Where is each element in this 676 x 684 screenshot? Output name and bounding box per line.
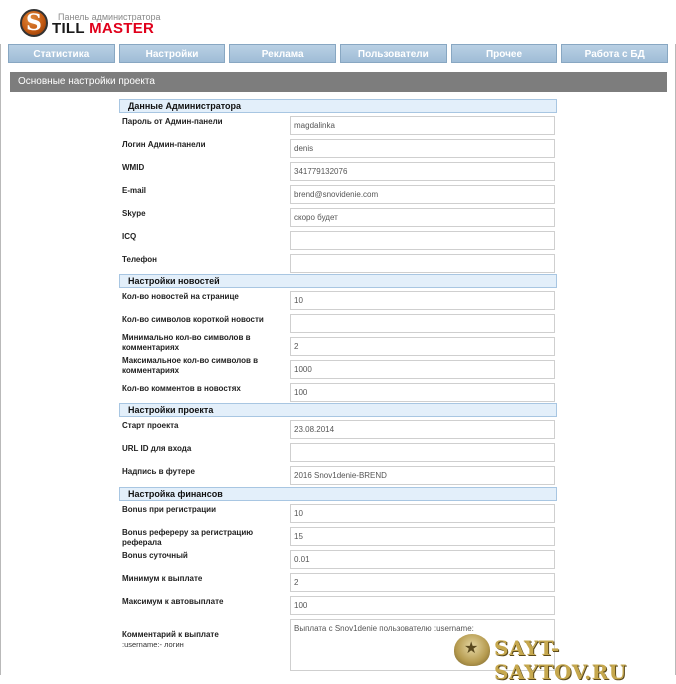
row-admin-password bbox=[119, 113, 557, 136]
wmid-input[interactable]: 341779132076 bbox=[290, 162, 555, 181]
bonus-register-label: Bonus при регистрации bbox=[122, 505, 217, 514]
email-input[interactable]: brend@snovidenie.com bbox=[290, 185, 555, 204]
wmid-label: WMID bbox=[122, 163, 145, 172]
logo-title-master: MASTER bbox=[89, 20, 155, 37]
row-bonus-referrer bbox=[119, 524, 557, 547]
section-admin: Данные Администратора bbox=[119, 99, 557, 113]
bonus-referrer-input[interactable]: 15 bbox=[290, 527, 555, 546]
payout-comment-label bbox=[122, 630, 287, 650]
logo-title-till: TILL bbox=[52, 20, 85, 37]
admin-login-label: Логин Админ-панели bbox=[122, 140, 206, 149]
max-autopayout-input[interactable]: 100 bbox=[290, 596, 555, 615]
news-per-page-input[interactable]: 10 bbox=[290, 291, 555, 310]
watermark bbox=[452, 630, 662, 684]
footer-text-label: Надпись в футере bbox=[122, 467, 195, 476]
min-comment-chars-label: Минимально кол-во символов в комментариях bbox=[122, 333, 251, 352]
bonus-referrer-label: Bonus рефереру за регистрацию реферала bbox=[122, 528, 254, 547]
row-project-start bbox=[119, 417, 557, 440]
nav-advertising[interactable]: Реклама bbox=[229, 44, 336, 63]
skype-input[interactable]: скоро будет bbox=[290, 208, 555, 227]
row-admin-login bbox=[119, 136, 557, 159]
row-max-autopayout bbox=[119, 593, 557, 616]
url-id-label: URL ID для входа bbox=[122, 444, 192, 453]
nav-users[interactable]: Пользователи bbox=[340, 44, 447, 63]
page-title: Основные настройки проекта bbox=[10, 72, 667, 92]
header bbox=[0, 0, 676, 44]
max-comment-chars-input[interactable]: 1000 bbox=[290, 360, 555, 379]
skype-label: Skype bbox=[122, 209, 146, 218]
section-finance: Настройка финансов bbox=[119, 487, 557, 501]
min-comment-chars-input[interactable]: 2 bbox=[290, 337, 555, 356]
row-skype bbox=[119, 205, 557, 228]
project-start-label: Старт проекта bbox=[122, 421, 179, 430]
watermark-emblem-icon bbox=[454, 634, 490, 666]
admin-login-input[interactable]: denis bbox=[290, 139, 555, 158]
max-autopayout-label: Максимум к автовыплате bbox=[122, 597, 224, 606]
row-short-news-chars bbox=[119, 311, 557, 334]
nav-settings[interactable]: Настройки bbox=[119, 44, 226, 63]
row-url-id bbox=[119, 440, 557, 463]
logo-letter: S bbox=[26, 10, 42, 36]
comments-in-news-label: Кол-во комментов в новостях bbox=[122, 384, 241, 393]
settings-form bbox=[119, 99, 557, 672]
admin-password-label: Пароль от Админ-панели bbox=[122, 117, 223, 126]
row-email bbox=[119, 182, 557, 205]
icq-input[interactable] bbox=[290, 231, 555, 250]
footer-text-input[interactable]: 2016 Snov1denie-BREND bbox=[290, 466, 555, 485]
row-min-payout bbox=[119, 570, 557, 593]
main-nav bbox=[8, 44, 668, 63]
row-comments-in-news bbox=[119, 380, 557, 403]
logo-icon bbox=[20, 9, 48, 37]
nav-other[interactable]: Прочее bbox=[451, 44, 558, 63]
bonus-daily-input[interactable]: 0.01 bbox=[290, 550, 555, 569]
row-bonus-register bbox=[119, 501, 557, 524]
project-start-input[interactable]: 23.08.2014 bbox=[290, 420, 555, 439]
nav-statistics[interactable]: Статистика bbox=[8, 44, 115, 63]
phone-label: Телефон bbox=[122, 255, 157, 264]
row-min-comment-chars bbox=[119, 334, 557, 357]
min-payout-label: Минимум к выплате bbox=[122, 574, 203, 583]
section-news: Настройки новостей bbox=[119, 274, 557, 288]
admin-password-input[interactable]: magdalinka bbox=[290, 116, 555, 135]
comments-in-news-input[interactable]: 100 bbox=[290, 383, 555, 402]
phone-input[interactable] bbox=[290, 254, 555, 273]
watermark-text: SAYT-SAYTOV.RU bbox=[494, 636, 627, 684]
url-id-input[interactable] bbox=[290, 443, 555, 462]
payout-comment-textarea[interactable]: Выплата с Snov1denie пользователю :username: bbox=[290, 619, 555, 671]
row-max-comment-chars bbox=[119, 357, 557, 380]
row-bonus-daily bbox=[119, 547, 557, 570]
logo-subtitle: Панель администратора bbox=[58, 12, 161, 22]
row-wmid bbox=[119, 159, 557, 182]
row-icq bbox=[119, 228, 557, 251]
payout-comment-label-text: Комментарий к выплате bbox=[122, 630, 219, 639]
news-per-page-label: Кол-во новостей на странице bbox=[122, 292, 239, 301]
max-comment-chars-label: Максимальное кол-во символов в комментариях bbox=[122, 356, 259, 375]
row-footer-text bbox=[119, 463, 557, 486]
bonus-register-input[interactable]: 10 bbox=[290, 504, 555, 523]
section-project: Настройки проекта bbox=[119, 403, 557, 417]
row-news-per-page bbox=[119, 288, 557, 311]
short-news-chars-input[interactable] bbox=[290, 314, 555, 333]
icq-label: ICQ bbox=[122, 232, 137, 241]
row-phone bbox=[119, 251, 557, 274]
payout-comment-hint: :username:- логин bbox=[122, 640, 184, 649]
short-news-chars-label: Кол-во символов короткой новости bbox=[122, 315, 264, 324]
bonus-daily-label: Bonus суточный bbox=[122, 551, 188, 560]
email-label: E-mail bbox=[122, 186, 147, 195]
min-payout-input[interactable]: 2 bbox=[290, 573, 555, 592]
logo-title bbox=[52, 20, 154, 37]
nav-database[interactable]: Работа с БД bbox=[561, 44, 668, 63]
